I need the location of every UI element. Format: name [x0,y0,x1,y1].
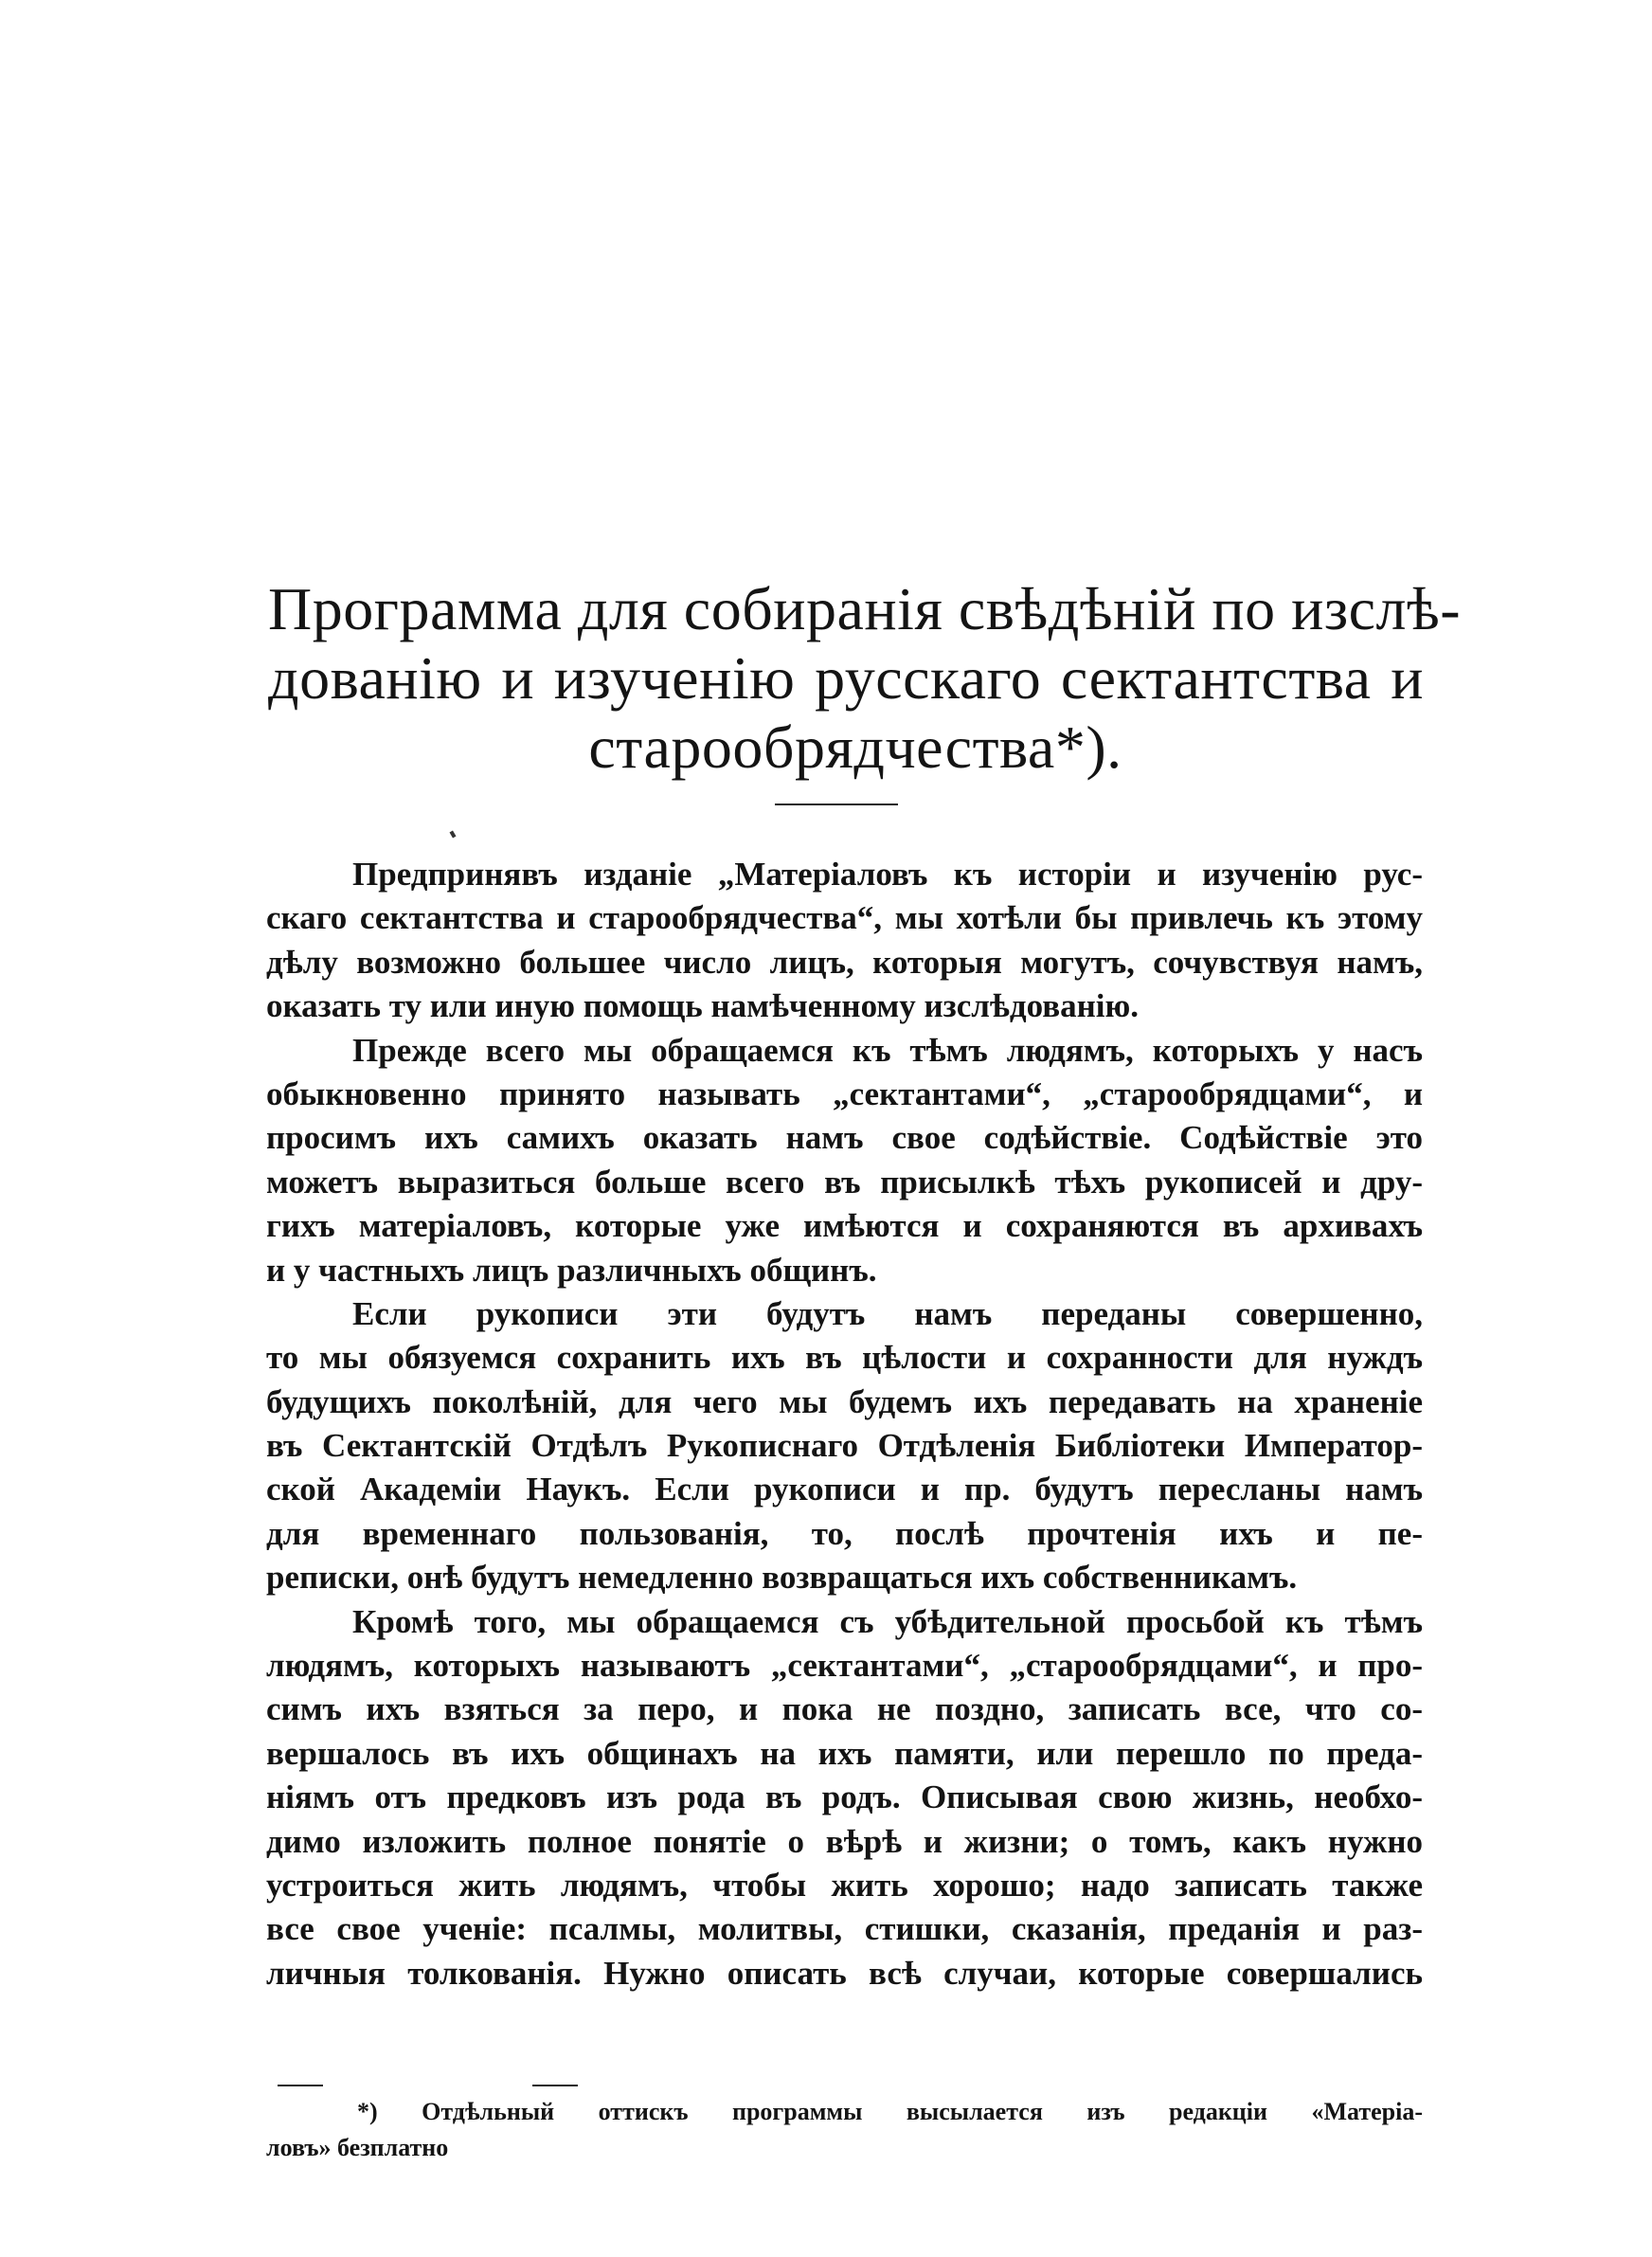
text-line: Прежде всего мы обращаемся къ тѣмъ людямъ, которыхъ у насъ [352,1031,1423,1069]
title-line: старообрядчества*). [588,713,1122,781]
text-line: то мы обязуемся сохранить ихъ въ цѣлости и сохранности для нуждъ [266,1339,1423,1377]
footnote [266,2094,1423,2166]
text-line: личныя толкованія. Нужно описать всѣ случаи, которые совершались [266,1954,1423,1992]
print-speck [450,830,457,838]
text-line: оказать ту или иную помощь намѣченному изслѣдованію. [266,987,1140,1025]
text-line: все свое ученіе: псалмы, молитвы, стишки, сказанія, преданія и раз- [266,1910,1423,1948]
text-line: людямъ, которыхъ называютъ „сектантами“, „старообрядцами“, и про- [266,1647,1423,1685]
text-line: димо изложить полное понятіе о вѣрѣ и жизни; о томъ, какъ нужно [266,1822,1423,1860]
text-line: ніямъ отъ предковъ изъ рода въ родъ. Описывая свою жизнь, необхо- [266,1779,1423,1816]
text-line: въ Сектантскій Отдѣлъ Рукописнаго Отдѣленія Библіотеки Император- [266,1427,1423,1465]
text-line: и у частныхъ лицъ различныхъ общинъ. [266,1251,877,1289]
body-text [266,853,1423,1995]
text-line: обыкновенно принято называть „сектантами“, „старообрядцами“, и [266,1074,1423,1112]
footnote-rule [532,2085,578,2086]
text-line: просимъ ихъ самихъ оказать намъ свое содѣйствіе. Содѣйствіе это [266,1119,1423,1157]
text-line: Если рукописи эти будутъ намъ переданы совершенно, [352,1294,1423,1332]
text-line: Предпринявъ изданіе „Матеріаловъ къ исторіи и изученію рус- [352,856,1423,893]
footnote-line: ловъ» безплатно [266,2134,449,2161]
text-line: устроиться жить людямъ, чтобы жить хорошо; надо записать также [266,1866,1423,1904]
title-line: дованію и изученію русскаго сектантства и [268,644,1424,712]
text-line: скаго сектантства и старообрядчества“, мы хотѣли бы привлечь къ этому [266,899,1423,937]
page-title [268,574,1462,782]
footnote-rule [278,2085,323,2086]
text-line: будущихъ поколѣній, для чего мы будемъ ихъ передавать на храненіе [266,1382,1423,1420]
text-line: симъ ихъ взяться за перо, и пока не поздно, записать все, что со- [266,1690,1423,1728]
text-line: для временнаго пользованія, то, послѣ прочтенія ихъ и пе- [266,1514,1423,1552]
footnote-line: *) Отдѣльный оттискъ программы высылается изъ редакціи «Матеріа- [357,2098,1423,2125]
text-line: вершалось въ ихъ общинахъ на ихъ памяти, или перешло по преда- [266,1734,1423,1772]
text-line: дѣлу возможно большее число лицъ, которыя могутъ, сочувствуя намъ, [266,943,1423,981]
text-line: можетъ выразиться больше всего въ присылкѣ тѣхъ рукописей и дру- [266,1163,1423,1201]
text-line: реписки, онѣ будутъ немедленно возвращаться ихъ собственникамъ. [266,1559,1298,1597]
title-divider [775,803,898,805]
footnote-separator [0,2085,1652,2088]
text-line: Кромѣ того, мы обращаемся съ убѣдительной просьбой къ тѣмъ [352,1602,1423,1640]
text-line: гихъ матеріаловъ, которые уже имѣются и сохраняются въ архивахъ [266,1207,1423,1245]
title-line: Программа для собиранія свѣдѣній по изслѣ- [268,575,1462,642]
text-line: ской Академіи Наукъ. Если рукописи и пр. будутъ пересланы намъ [266,1471,1423,1508]
